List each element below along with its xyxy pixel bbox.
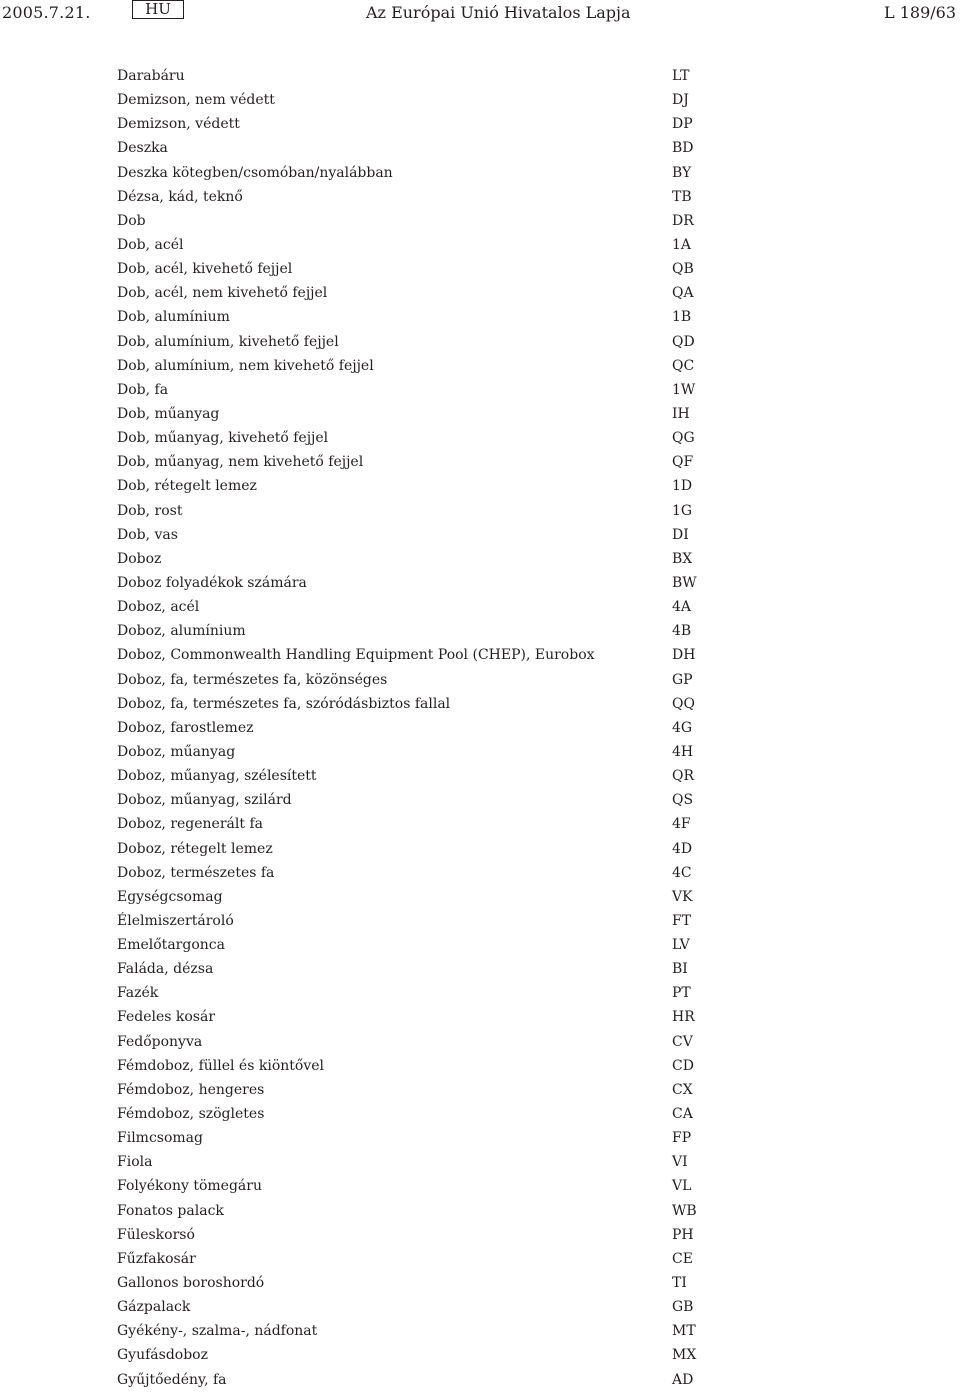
package-code: QB — [672, 261, 694, 278]
list-item — [0, 1005, 960, 1029]
package-term: Dob, rost — [117, 502, 183, 519]
package-code: PH — [672, 1226, 694, 1243]
package-code: BX — [672, 550, 693, 567]
package-code: 4C — [672, 864, 692, 881]
package-term: Demizson, nem védett — [117, 92, 275, 109]
list-item — [0, 740, 960, 764]
list-item — [0, 933, 960, 957]
list-item — [0, 812, 960, 836]
list-item — [0, 909, 960, 933]
package-term: Dob — [117, 212, 146, 229]
list-item — [0, 981, 960, 1005]
package-code: WB — [672, 1202, 697, 1219]
package-term: Doboz, farostlemez — [117, 719, 254, 736]
package-code: DJ — [672, 92, 689, 109]
list-item — [0, 88, 960, 112]
list-item — [0, 595, 960, 619]
package-term: Dob, műanyag, nem kivehető fejjel — [117, 454, 364, 471]
package-term: Élelmiszertároló — [117, 912, 234, 929]
list-item — [0, 1343, 960, 1367]
list-item — [0, 233, 960, 257]
publication-date: 2005.7.21. — [2, 3, 91, 22]
package-term: Fiola — [117, 1154, 153, 1171]
list-item — [0, 161, 960, 185]
package-term: Doboz, műanyag — [117, 743, 236, 760]
list-item — [0, 450, 960, 474]
list-item — [0, 257, 960, 281]
list-item — [0, 1150, 960, 1174]
package-term: Fedőponyva — [117, 1033, 203, 1050]
package-code: VL — [672, 1178, 692, 1195]
list-item — [0, 330, 960, 354]
package-term: Deszka kötegben/csomóban/nyalábban — [117, 164, 393, 181]
package-code: 4A — [672, 599, 692, 616]
list-item — [0, 1319, 960, 1343]
package-code: 1W — [672, 381, 696, 398]
package-term: Faláda, dézsa — [117, 961, 214, 978]
package-code: BD — [672, 140, 694, 157]
package-code: TB — [672, 188, 692, 205]
package-code: 4B — [672, 623, 692, 640]
package-code: GB — [672, 1299, 694, 1316]
package-term: Doboz, műanyag, szélesített — [117, 768, 317, 785]
package-term: Egységcsomag — [117, 888, 223, 905]
package-term: Gyűjtőedény, fa — [117, 1371, 227, 1388]
package-term: Fémdoboz, hengeres — [117, 1081, 265, 1098]
package-code: GP — [672, 671, 693, 688]
package-term: Deszka — [117, 140, 168, 157]
package-code: BY — [672, 164, 692, 181]
package-code: 1B — [672, 309, 692, 326]
package-term: Dob, alumínium, kivehető fejjel — [117, 333, 339, 350]
package-code: LV — [672, 937, 690, 954]
list-item — [0, 547, 960, 571]
package-term: Dob, vas — [117, 526, 178, 543]
package-term: Dob, acél, nem kivehető fejjel — [117, 285, 328, 302]
package-term: Doboz, fa, természetes fa, szóródásbiztos fallal — [117, 695, 451, 712]
package-term: Gyufásdoboz — [117, 1347, 208, 1364]
package-term: Dob, alumínium, nem kivehető fejjel — [117, 357, 374, 374]
package-term: Filmcsomag — [117, 1130, 203, 1147]
package-term: Dob, műanyag — [117, 405, 220, 422]
package-code: MT — [672, 1323, 696, 1340]
package-term: Fedeles kosár — [117, 1009, 216, 1026]
package-term: Fémdoboz, füllel és kiöntővel — [117, 1057, 324, 1074]
package-term: Doboz, regenerált fa — [117, 816, 263, 833]
list-item — [0, 305, 960, 329]
package-code: QF — [672, 454, 694, 471]
list-item — [0, 1295, 960, 1319]
list-item — [0, 1271, 960, 1295]
list-item — [0, 571, 960, 595]
list-item — [0, 499, 960, 523]
package-term: Emelőtargonca — [117, 937, 225, 954]
list-item — [0, 885, 960, 909]
page-reference: L 189/63 — [884, 3, 956, 22]
package-code: HR — [672, 1009, 695, 1026]
list-item — [0, 209, 960, 233]
package-code: CV — [672, 1033, 693, 1050]
package-code: AD — [672, 1371, 694, 1388]
package-code: BI — [672, 961, 688, 978]
package-code: FT — [672, 912, 692, 929]
list-item — [0, 354, 960, 378]
package-term: Dézsa, kád, teknő — [117, 188, 243, 205]
package-code: CX — [672, 1081, 693, 1098]
package-code: PT — [672, 985, 691, 1002]
package-term: Fűzfakosár — [117, 1250, 196, 1267]
list-item — [0, 1223, 960, 1247]
list-item — [0, 474, 960, 498]
journal-title: Az Európai Unió Hivatalos Lapja — [366, 3, 631, 22]
package-code: BW — [672, 574, 697, 591]
package-code: 4D — [672, 840, 693, 857]
package-code: QR — [672, 768, 695, 785]
package-code: 1G — [672, 502, 693, 519]
package-term: Gázpalack — [117, 1299, 191, 1316]
list-item — [0, 716, 960, 740]
package-term: Dob, acél — [117, 236, 184, 253]
package-term: Doboz, fa, természetes fa, közönséges — [117, 671, 388, 688]
package-code: QD — [672, 333, 695, 350]
package-code: CA — [672, 1106, 693, 1123]
package-term: Dob, fa — [117, 381, 169, 398]
package-code: 4G — [672, 719, 693, 736]
package-term: Doboz, alumínium — [117, 623, 246, 640]
package-term: Gallonos boroshordó — [117, 1275, 265, 1292]
package-term: Doboz folyadékok számára — [117, 574, 307, 591]
page-header — [0, 0, 960, 26]
package-code: VI — [672, 1154, 688, 1171]
list-item — [0, 837, 960, 861]
package-code: DR — [672, 212, 694, 229]
package-code: MX — [672, 1347, 697, 1364]
package-code: DP — [672, 116, 693, 133]
package-term: Dob, alumínium — [117, 309, 230, 326]
package-term: Dob, acél, kivehető fejjel — [117, 261, 293, 278]
package-code: 4H — [672, 743, 694, 760]
list-item — [0, 788, 960, 812]
package-term: Dob, rétegelt lemez — [117, 478, 257, 495]
package-code: 1D — [672, 478, 693, 495]
package-term: Darabáru — [117, 68, 185, 84]
package-term: Doboz, műanyag, szilárd — [117, 792, 292, 809]
package-term: Fazék — [117, 985, 159, 1002]
list-item — [0, 378, 960, 402]
package-term: Doboz — [117, 550, 162, 567]
list-item — [0, 764, 960, 788]
list-item — [0, 643, 960, 667]
list-item — [0, 426, 960, 450]
package-code: DI — [672, 526, 689, 543]
list-item — [0, 136, 960, 160]
package-code: QS — [672, 792, 694, 809]
list-item — [0, 1199, 960, 1223]
list-item — [0, 1174, 960, 1198]
package-code: QA — [672, 285, 694, 302]
package-code: FP — [672, 1130, 692, 1147]
packaging-code-list — [0, 64, 960, 1392]
package-code: 1A — [672, 236, 692, 253]
package-term: Demizson, védett — [117, 116, 240, 133]
list-item — [0, 1126, 960, 1150]
list-item — [0, 619, 960, 643]
list-item — [0, 64, 960, 88]
package-term: Doboz, természetes fa — [117, 864, 275, 881]
package-term: Dob, műanyag, kivehető fejjel — [117, 430, 329, 447]
list-item — [0, 523, 960, 547]
package-code: QQ — [672, 695, 695, 712]
list-item — [0, 957, 960, 981]
package-term: Fémdoboz, szögletes — [117, 1106, 265, 1123]
list-item — [0, 1368, 960, 1392]
package-code: IH — [672, 405, 690, 422]
package-term: Füleskorsó — [117, 1226, 195, 1243]
package-code: LT — [672, 68, 690, 84]
package-term: Doboz, Commonwealth Handling Equipment Pool (CHEP), Eurobox — [117, 647, 595, 664]
package-code: 4F — [672, 816, 691, 833]
list-item — [0, 281, 960, 305]
list-item — [0, 1078, 960, 1102]
list-item — [0, 861, 960, 885]
list-item — [0, 402, 960, 426]
package-term: Doboz, rétegelt lemez — [117, 840, 273, 857]
package-term: Fonatos palack — [117, 1202, 224, 1219]
package-code: QC — [672, 357, 695, 374]
list-item — [0, 112, 960, 136]
list-item — [0, 185, 960, 209]
list-item — [0, 1247, 960, 1271]
package-code: QG — [672, 430, 695, 447]
package-code: CE — [672, 1250, 693, 1267]
list-item — [0, 668, 960, 692]
package-code: VK — [672, 888, 693, 905]
package-code: DH — [672, 647, 696, 664]
list-item — [0, 692, 960, 716]
list-item — [0, 1102, 960, 1126]
package-code: CD — [672, 1057, 694, 1074]
list-item — [0, 1030, 960, 1054]
list-item — [0, 1054, 960, 1078]
language-badge: HU — [132, 0, 184, 19]
package-term: Gyékény-, szalma-, nádfonat — [117, 1323, 318, 1340]
package-code: TI — [672, 1275, 687, 1292]
package-term: Folyékony tömegáru — [117, 1178, 262, 1195]
package-term: Doboz, acél — [117, 599, 200, 616]
